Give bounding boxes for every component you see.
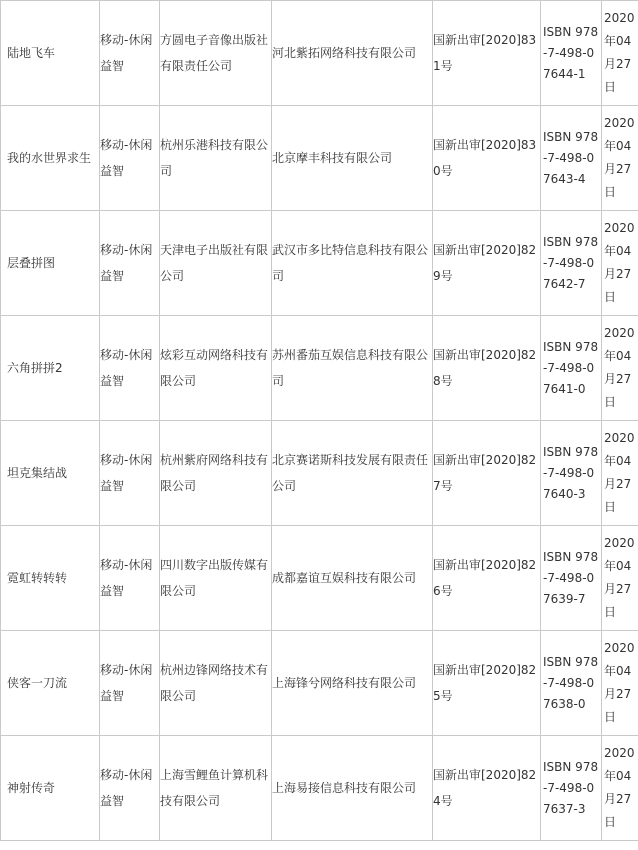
operator-text: 河北紫拓网络科技有限公司: [272, 46, 417, 60]
approval-number-cell: [433, 106, 541, 211]
game-name-text: 层叠拼图: [7, 256, 56, 270]
approval-number-cell: [433, 211, 541, 316]
publisher-cell: [160, 631, 272, 736]
category-text: 移动-休闲益智: [100, 768, 153, 808]
approval-date-text: 2020年04月27日: [604, 641, 635, 724]
approval-number-text: 国新出审[2020]826号: [433, 558, 537, 598]
isbn-text: ISBN 978-7-498-07637-3: [543, 759, 599, 816]
table-row: [1, 316, 638, 421]
table-row: [1, 421, 638, 526]
approval-number-text: 国新出审[2020]830号: [433, 138, 537, 178]
category-cell: [100, 736, 160, 841]
publisher-text: 上海雪鲤鱼计算机科技有限公司: [160, 768, 269, 808]
publisher-cell: [160, 526, 272, 631]
table-row: [1, 526, 638, 631]
game-name-cell: [1, 1, 100, 106]
operator-cell: [272, 526, 433, 631]
publisher-cell: [160, 106, 272, 211]
game-name-text: 陆地飞车: [7, 46, 56, 60]
approval-number-text: 国新出审[2020]825号: [433, 663, 537, 703]
isbn-text: ISBN 978-7-498-07643-4: [543, 129, 599, 186]
operator-text: 苏州番茄互娱信息科技有限公司: [272, 348, 429, 388]
publisher-text: 四川数字出版传媒有限公司: [160, 558, 269, 598]
approval-date-cell: [602, 316, 638, 421]
publisher-cell: [160, 421, 272, 526]
publisher-cell: [160, 316, 272, 421]
game-name-cell: [1, 316, 100, 421]
isbn-cell: [541, 526, 602, 631]
operator-text: 上海易接信息科技有限公司: [272, 781, 417, 795]
game-name-text: 霓虹转转转: [7, 571, 68, 585]
table-row: [1, 106, 638, 211]
category-cell: [100, 316, 160, 421]
isbn-text: ISBN 978-7-498-07640-3: [543, 444, 599, 501]
publisher-text: 炫彩互动网络科技有限公司: [160, 348, 269, 388]
approval-number-text: 国新出审[2020]827号: [433, 453, 537, 493]
operator-cell: [272, 421, 433, 526]
category-cell: [100, 421, 160, 526]
approval-number-text: 国新出审[2020]829号: [433, 243, 537, 283]
table-row: [1, 1, 638, 106]
approval-date-text: 2020年04月27日: [604, 536, 635, 619]
category-cell: [100, 211, 160, 316]
operator-cell: [272, 631, 433, 736]
category-cell: [100, 106, 160, 211]
approval-number-text: 国新出审[2020]828号: [433, 348, 537, 388]
isbn-cell: [541, 106, 602, 211]
approval-date-text: 2020年04月27日: [604, 746, 635, 829]
isbn-text: ISBN 978-7-498-07642-7: [543, 234, 599, 291]
approval-date-text: 2020年04月27日: [604, 431, 635, 514]
operator-text: 北京摩丰科技有限公司: [272, 151, 393, 165]
isbn-cell: [541, 421, 602, 526]
publisher-text: 方圆电子音像出版社有限责任公司: [160, 33, 269, 73]
isbn-cell: [541, 1, 602, 106]
approval-number-cell: [433, 631, 541, 736]
approval-date-cell: [602, 421, 638, 526]
approval-number-cell: [433, 421, 541, 526]
approval-date-cell: [602, 1, 638, 106]
approval-date-cell: [602, 211, 638, 316]
game-name-text: 我的水世界求生: [7, 151, 92, 165]
isbn-text: ISBN 978-7-498-07639-7: [543, 549, 599, 606]
approval-number-text: 国新出审[2020]824号: [433, 768, 537, 808]
operator-cell: [272, 316, 433, 421]
isbn-cell: [541, 211, 602, 316]
operator-cell: [272, 106, 433, 211]
game-name-text: 侠客一刀流: [7, 676, 68, 690]
isbn-cell: [541, 736, 602, 841]
approval-date-text: 2020年04月27日: [604, 116, 635, 199]
category-text: 移动-休闲益智: [100, 558, 153, 598]
isbn-text: ISBN 978-7-498-07644-1: [543, 24, 599, 81]
approval-date-cell: [602, 631, 638, 736]
approval-date-text: 2020年04月27日: [604, 221, 635, 304]
approval-number-cell: [433, 1, 541, 106]
operator-cell: [272, 1, 433, 106]
category-text: 移动-休闲益智: [100, 348, 153, 388]
category-text: 移动-休闲益智: [100, 243, 153, 283]
operator-text: 武汉市多比特信息科技有限公司: [272, 243, 429, 283]
game-name-text: 六角拼拼2: [7, 361, 63, 375]
publisher-text: 天津电子出版社有限公司: [160, 243, 269, 283]
publisher-cell: [160, 1, 272, 106]
game-name-cell: [1, 526, 100, 631]
table-body: [1, 1, 638, 841]
table-row: [1, 211, 638, 316]
game-name-text: 坦克集结战: [7, 466, 68, 480]
table-row: [1, 736, 638, 841]
operator-text: 上海锋兮网络科技有限公司: [272, 676, 417, 690]
approval-number-cell: [433, 736, 541, 841]
publisher-text: 杭州边锋网络技术有限公司: [160, 663, 269, 703]
category-text: 移动-休闲益智: [100, 33, 153, 73]
publisher-cell: [160, 736, 272, 841]
approval-date-cell: [602, 736, 638, 841]
operator-text: 北京赛诺斯科技发展有限责任公司: [272, 453, 429, 493]
game-name-cell: [1, 631, 100, 736]
approval-date-text: 2020年04月27日: [604, 326, 635, 409]
isbn-cell: [541, 631, 602, 736]
operator-cell: [272, 211, 433, 316]
publisher-cell: [160, 211, 272, 316]
approval-date-text: 2020年04月27日: [604, 11, 635, 94]
publisher-text: 杭州乐港科技有限公司: [160, 138, 269, 178]
category-cell: [100, 1, 160, 106]
isbn-text: ISBN 978-7-498-07638-0: [543, 654, 599, 711]
category-text: 移动-休闲益智: [100, 138, 153, 178]
game-name-cell: [1, 211, 100, 316]
operator-text: 成都嘉谊互娱科技有限公司: [272, 571, 417, 585]
approval-number-cell: [433, 526, 541, 631]
isbn-text: ISBN 978-7-498-07641-0: [543, 339, 599, 396]
publisher-text: 杭州紫府网络科技有限公司: [160, 453, 269, 493]
game-name-cell: [1, 106, 100, 211]
isbn-cell: [541, 316, 602, 421]
operator-cell: [272, 736, 433, 841]
table-row: [1, 631, 638, 736]
game-name-cell: [1, 736, 100, 841]
game-name-cell: [1, 421, 100, 526]
category-text: 移动-休闲益智: [100, 663, 153, 703]
approval-number-cell: [433, 316, 541, 421]
category-cell: [100, 631, 160, 736]
approval-date-cell: [602, 526, 638, 631]
approval-number-text: 国新出审[2020]831号: [433, 33, 537, 73]
category-cell: [100, 526, 160, 631]
game-name-text: 神射传奇: [7, 781, 56, 795]
category-text: 移动-休闲益智: [100, 453, 153, 493]
approval-date-cell: [602, 106, 638, 211]
